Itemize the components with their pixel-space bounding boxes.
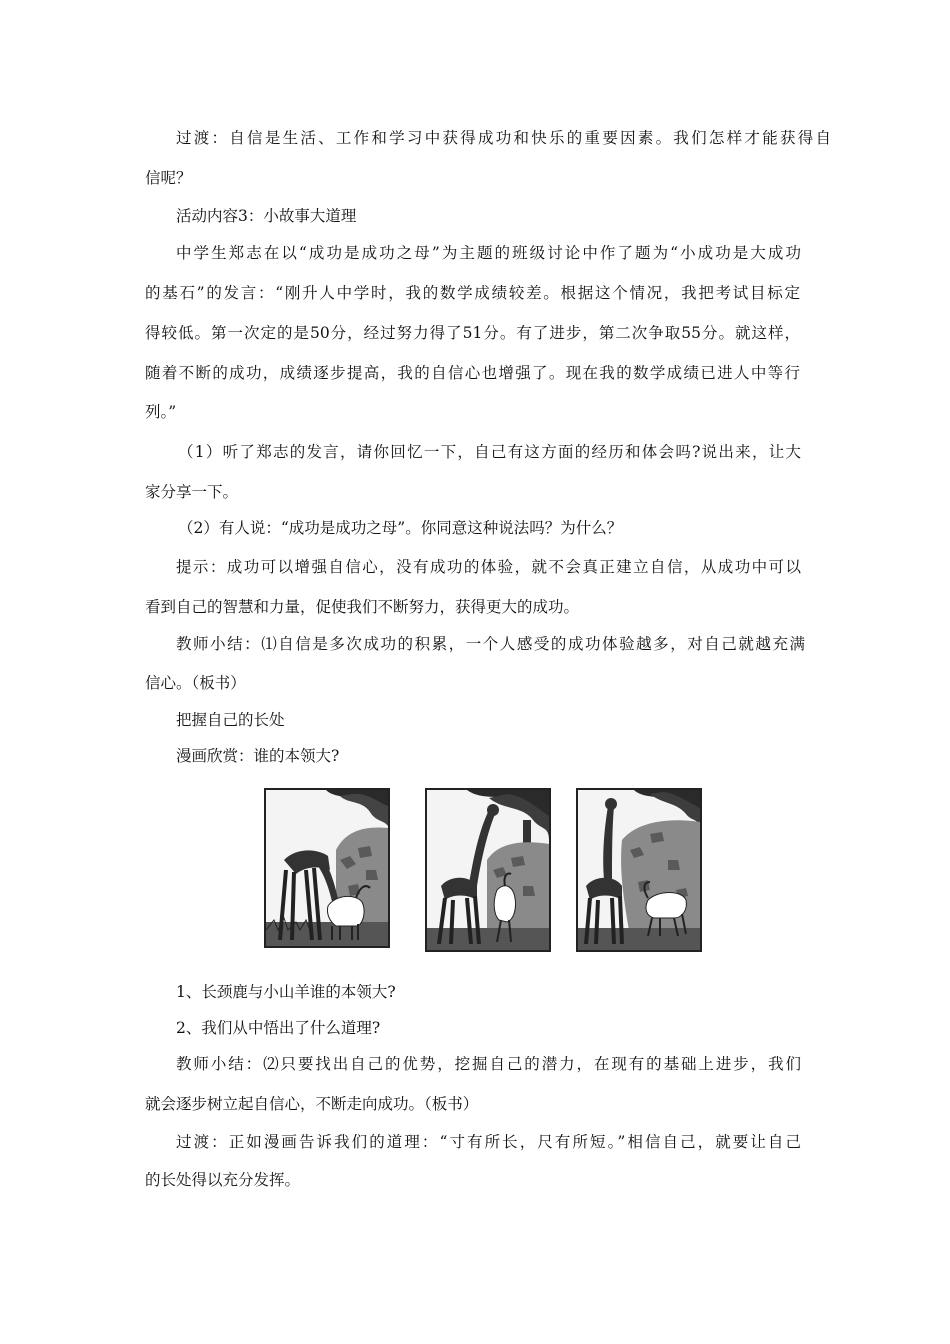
story-paragraph-line2: 的基石”的发言：“刚升人中学时，我的数学成绩较差。根据这个情况，我把考试目标定 <box>145 284 800 302</box>
giraffe-goat-panel-3-illustration <box>578 790 700 950</box>
question-1: （1）听了郑志的发言，请你回忆一下，自己有这方面的经历和体会吗?说出来，让大 <box>178 443 801 461</box>
question-1-cont: 家分享一下。 <box>145 483 239 501</box>
comic-question-2: 2、我们从中悟出了什么道理? <box>176 1019 381 1037</box>
activity-heading: 活动内容3：小故事大道理 <box>176 207 357 225</box>
story-paragraph-line4: 随着不断的成功，成绩逐步提高，我的自信心也增强了。现在我的数学成绩已进人中等行 <box>145 364 800 382</box>
story-paragraph: 中学生郑志在以“成功是成功之母”为主题的班级讨论中作了题为“小成功是大成功 <box>176 244 801 262</box>
transition-paragraph-1-cont: 信呢？ <box>145 169 192 187</box>
giraffe-goat-panel-2-illustration <box>427 790 549 950</box>
comic-strip <box>264 788 702 950</box>
giraffe-goat-panel-1-illustration <box>266 790 388 946</box>
story-paragraph-line3: 得较低。第一次定的是50分，经过努力得了51分。有了进步，第二次争取55分。就这样， <box>145 324 800 342</box>
transition-paragraph-2: 过渡：正如漫画告诉我们的道理：“寸有所长，尺有所短。”相信自己，就要让自己 <box>176 1133 801 1151</box>
teacher-summary-2-cont: 就会逐步树立起自信心，不断走向成功。（板书） <box>145 1095 479 1113</box>
section-heading: 把握自己的长处 <box>176 711 285 729</box>
teacher-summary-1-cont: 信心。（板书） <box>145 674 246 692</box>
comic-panel-1 <box>264 788 390 948</box>
comic-title: 漫画欣赏：谁的本领大? <box>176 747 340 765</box>
comic-question-1: 1、长颈鹿与小山羊谁的本领大? <box>176 983 396 1001</box>
teacher-summary-1: 教师小结：⑴自信是多次成功的积累，一个人感受的成功体验越多，对自己就越充满 <box>176 635 805 653</box>
comic-panel-2 <box>425 788 551 952</box>
comic-panel-3 <box>576 788 702 952</box>
story-paragraph-line5: 列。” <box>145 403 177 421</box>
transition-paragraph-1: 过渡：自信是生活、工作和学习中获得成功和快乐的重要因素。我们怎样才能获得自 <box>176 129 831 147</box>
teacher-summary-2: 教师小结：⑵只要找出自己的优势，挖掘自己的潜力，在现有的基础上进步，我们 <box>176 1055 801 1073</box>
hint-paragraph-cont: 看到自己的智慧和力量，促使我们不断努力，获得更大的成功。 <box>145 598 580 616</box>
hint-paragraph: 提示：成功可以增强自信心，没有成功的体验，就不会真正建立自信，从成功中可以 <box>176 558 801 576</box>
question-2: （2）有人说：“成功是成功之母”。你同意这种说法吗？为什么？ <box>178 519 623 537</box>
transition-paragraph-2-cont: 的长处得以充分发挥。 <box>145 1171 301 1189</box>
